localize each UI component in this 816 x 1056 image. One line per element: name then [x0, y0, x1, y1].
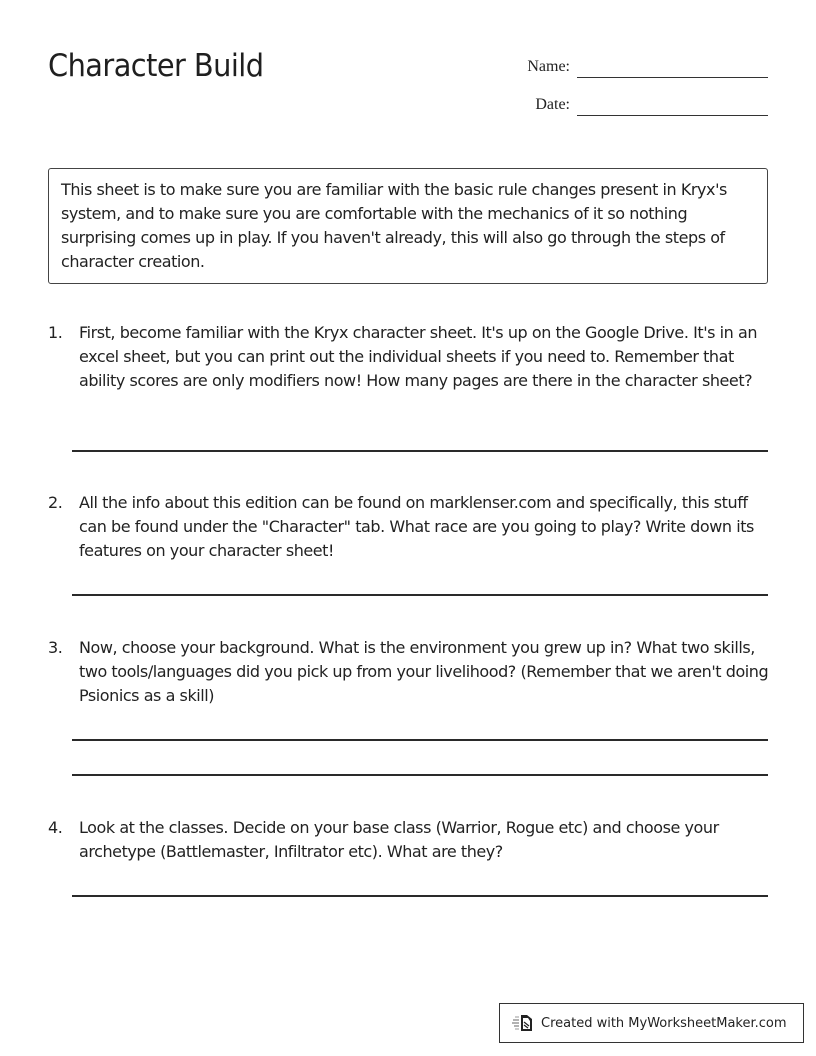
question-number: 3. — [48, 638, 63, 657]
footer-credit[interactable] — [499, 1003, 804, 1043]
name-label: Name: — [527, 58, 570, 75]
name-input-line[interactable] — [577, 77, 768, 78]
question-text: First, become familiar with the Kryx character sheet. It's up on the Google Drive. It's in an excel sheet, but you can print out the individual sheets if you need to. Remember that ability scores are only modifiers now! How many pages are there in the character sheet? — [79, 323, 758, 390]
answer-line-4[interactable] — [72, 895, 768, 897]
answer-line-2[interactable] — [72, 594, 768, 596]
footer-text: Created with MyWorksheetMaker.com — [541, 1015, 787, 1031]
question-number: 4. — [48, 818, 63, 837]
date-input-line[interactable] — [577, 115, 768, 116]
worksheet-maker-logo-icon — [512, 1013, 534, 1033]
question-4 — [48, 816, 770, 864]
question-2 — [48, 491, 770, 563]
intro-box — [48, 168, 768, 284]
question-1 — [48, 321, 770, 393]
question-3 — [48, 636, 770, 708]
question-text: Look at the classes. Decide on your base class (Warrior, Rogue etc) and choose your archetype (Battlemaster, Infiltrator etc). What are they? — [79, 818, 719, 861]
question-text: All the info about this edition can be found on marklenser.com and specifically, this stuff can be found under the "Character" tab. What race are you going to play? Write down its features on your character sheet! — [79, 493, 754, 560]
question-number: 2. — [48, 493, 63, 512]
intro-text: This sheet is to make sure you are familiar with the basic rule changes present in Kryx's system, and to make sure you are comfortable with the mechanics of it so nothing surprising comes up in play. If you haven't already, this will also go through the steps of character creation. — [61, 180, 727, 271]
date-label: Date: — [535, 96, 570, 113]
answer-line-1[interactable] — [72, 450, 768, 452]
name-field[interactable] — [500, 54, 768, 78]
date-field[interactable] — [500, 92, 768, 116]
question-text: Now, choose your background. What is the environment you grew up in? What two skills, two tools/languages did you pick up from your livelihood? (Remember that we aren't doing Psionics as a skill) — [79, 638, 769, 705]
answer-line-3a[interactable] — [72, 739, 768, 741]
question-number: 1. — [48, 323, 63, 342]
page-title: Character Build — [48, 48, 264, 84]
answer-line-3b[interactable] — [72, 774, 768, 776]
